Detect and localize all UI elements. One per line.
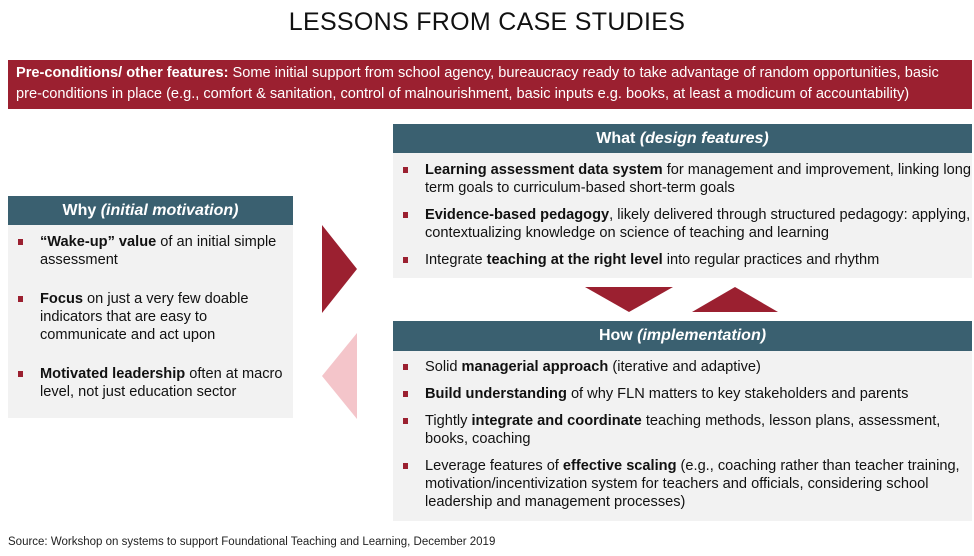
source-note: Source: Workshop on systems to support Foundational Teaching and Learning, December 2019	[8, 536, 496, 548]
preconditions-banner	[8, 60, 972, 109]
how-bullet-item	[393, 358, 972, 376]
why-bullet-item	[8, 233, 287, 269]
bullet-text: (e.g., coaching rather than teacher training, motivation/incentivization system for teachers and officials, considering school leadership and management processes)	[425, 458, 960, 510]
bullet-bold-text: teaching at the right level	[486, 252, 663, 268]
bullet-text: teaching methods, lesson plans, assessment, books, coaching	[425, 413, 941, 447]
preconditions-text: Some initial support from school agency, bureaucracy ready to take advantage of random opportunities, basic pre-conditions in place (e.g., comfort & sanitation, control of malnourishment, basic inputs e.g. books, at least a modicum of accountability)	[16, 65, 939, 102]
arrow-right-icon	[322, 225, 357, 313]
why-title: Why	[62, 202, 101, 219]
how-subtitle: (implementation)	[637, 327, 767, 344]
bullet-text: (iterative and adaptive)	[608, 359, 761, 375]
why-bullet-item	[8, 290, 287, 344]
how-panel	[393, 351, 972, 521]
page-title: LESSONS FROM CASE STUDIES	[288, 8, 686, 36]
bullet-text: Leverage features of	[425, 458, 563, 474]
bullet-text: Integrate	[425, 252, 487, 268]
what-header	[393, 124, 972, 153]
bullet-bold-text: Evidence-based pedagogy	[425, 207, 610, 223]
bullet-text: for management and improvement, linking long term goals to curriculum-based short-term goals	[425, 162, 971, 196]
arrow-left-icon	[322, 333, 357, 419]
bullet-text: of an initial simple assessment	[40, 234, 277, 268]
bullet-text: into regular practices and rhythm	[662, 252, 880, 268]
bullet-bold-text: Learning assessment data system	[425, 162, 663, 178]
bullet-bold-text: managerial approach	[461, 359, 609, 375]
how-bullet-item	[393, 385, 972, 403]
what-panel	[393, 153, 972, 278]
why-header	[8, 196, 293, 225]
what-bullet-item	[393, 251, 972, 269]
arrow-up-icon	[692, 287, 778, 312]
how-bullet-item	[393, 412, 972, 448]
bullet-bold-text: “Wake-up” value	[40, 234, 157, 250]
bullet-text: , likely delivered through structured pedagogy: applying, contextualizing knowledge on science of teaching and learning	[425, 207, 971, 241]
bullet-bold-text: integrate and coordinate	[471, 413, 642, 429]
why-subtitle: (initial motivation)	[100, 202, 239, 219]
what-title: What	[596, 130, 640, 147]
bullet-text: Tightly	[425, 413, 472, 429]
what-bullet-item	[393, 206, 972, 242]
preconditions-label: Pre-conditions/ other features:	[16, 65, 229, 81]
arrow-down-icon	[585, 287, 673, 312]
bullet-text: often at macro level, not just education sector	[40, 366, 283, 400]
bullet-bold-text: effective scaling	[562, 458, 677, 474]
what-subtitle: (design features)	[639, 130, 769, 147]
bullet-text: of why FLN matters to key stakeholders and parents	[566, 386, 909, 402]
how-bullet-item	[393, 457, 972, 511]
how-title: How	[598, 327, 638, 344]
bullet-bold-text: Focus	[40, 291, 83, 307]
why-panel	[8, 225, 293, 418]
bullet-bold-text: Build understanding	[425, 386, 567, 402]
why-bullet-item	[8, 365, 287, 401]
bullet-bold-text: Motivated leadership	[40, 366, 186, 382]
bullet-text: on just a very few doable indicators that are easy to communicate and act upon	[40, 291, 249, 343]
how-header	[393, 321, 972, 351]
bullet-text: Solid	[425, 359, 462, 375]
what-bullet-item	[393, 161, 972, 197]
